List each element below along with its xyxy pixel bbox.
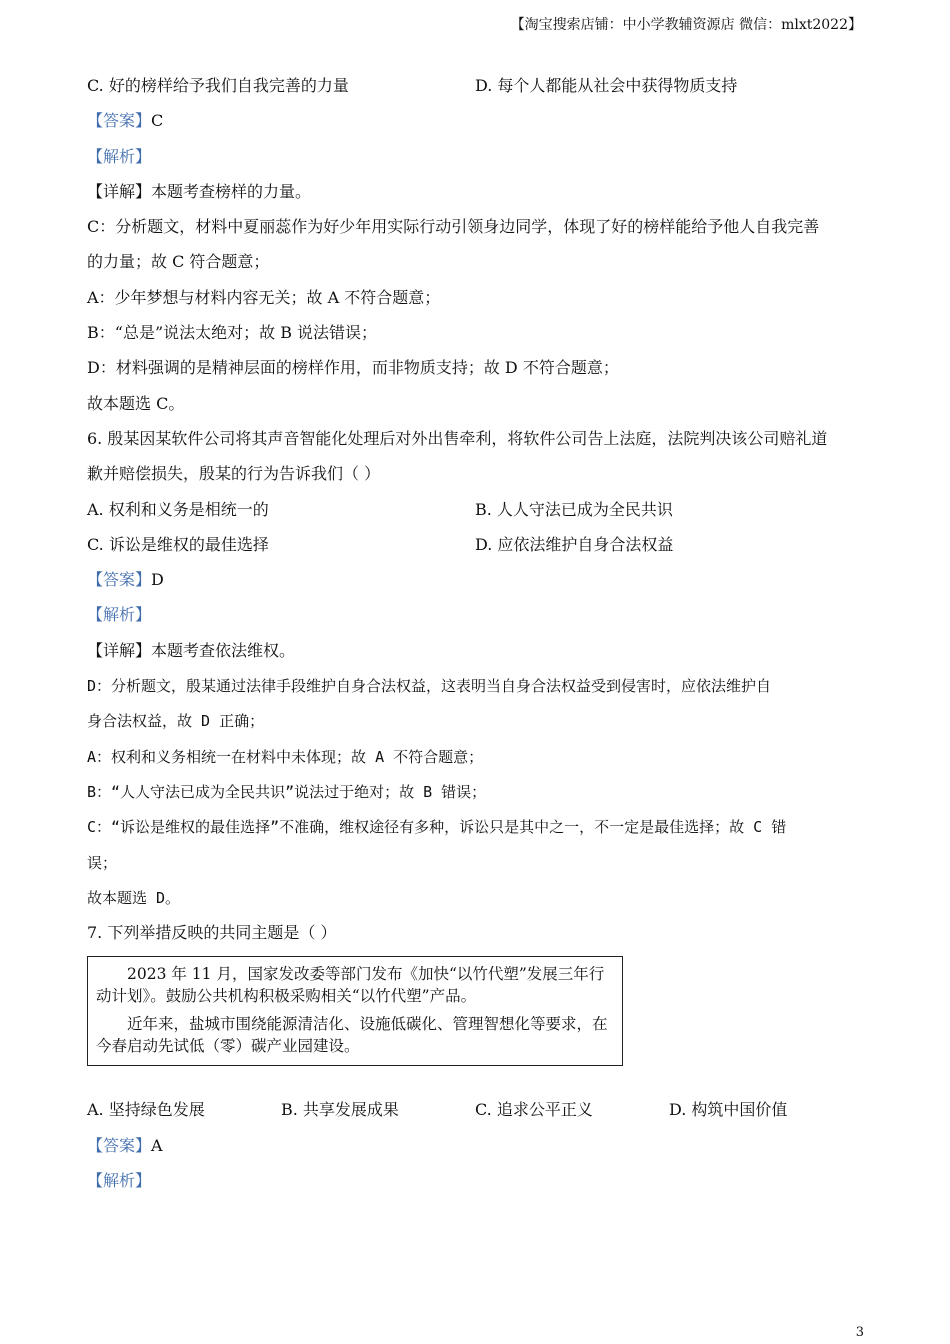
- q6-option-c: C. 诉讼是维权的最佳选择: [87, 534, 269, 554]
- answer-label: 【答案】: [87, 1135, 152, 1155]
- answer-value: D: [151, 570, 164, 590]
- q7-option-d: D. 构筑中国价值: [669, 1100, 788, 1120]
- q5-detail-line: 的力量；故 C 符合题意；: [87, 252, 270, 272]
- q7-stem: 7. 下列举措反映的共同主题是（ ）: [87, 923, 337, 943]
- q6-option-a: A. 权利和义务是相统一的: [87, 499, 269, 519]
- q5-detail-line: 故本题选 C。: [87, 393, 185, 413]
- q5-detail-line: D：材料强调的是精神层面的榜样作用，而非物质支持；故 D 不符合题意；: [87, 358, 619, 378]
- q6-detail-line: D：分析题文，殷某通过法律手段维护自身合法权益，这表明当自身合法权益受到侵害时，应依法维护自: [87, 677, 772, 696]
- q6-stem-line: 6. 殷某因某软件公司将其声音智能化处理后对外出售牵利，将软件公司告上法庭，法院判决该公司赔礼道: [87, 428, 828, 448]
- q6-option-d: D. 应依法维护自身合法权益: [475, 534, 674, 554]
- q5-option-c: C. 好的榜样给予我们自我完善的力量: [87, 76, 349, 95]
- q5-answer: [87, 107, 863, 142]
- q6-detail-intro: [87, 637, 863, 672]
- q6-detail-line: 故本题选 D。: [87, 888, 181, 907]
- answer-label: 【答案】: [87, 570, 152, 590]
- detail-text: 本题考查榜样的力量。: [151, 181, 312, 201]
- q6-detail-line: B：“人人守法已成为全民共识”说法过于绝对；故 B 错误；: [87, 782, 487, 801]
- answer-value: C: [151, 111, 164, 131]
- detail-text: 本题考查依法维权。: [151, 640, 296, 660]
- q6-stem-line: 歉并赔偿损失，殷某的行为告诉我们（ ）: [87, 464, 381, 484]
- answer-value: A: [151, 1135, 163, 1155]
- q7-answer: [87, 1132, 863, 1167]
- q5-detail-intro: [87, 178, 863, 213]
- page-number: 3: [855, 1325, 864, 1340]
- q5-detail-line: B：“总是”说法太绝对；故 B 说法错误；: [87, 323, 378, 343]
- q6-options-row: [87, 531, 863, 566]
- q6-analysis-label: 【解析】: [87, 605, 152, 625]
- q7-material-paragraph: 2023 年 11 月，国家发改委等部门发布《加快“以竹代塑”发展三年行动计划》。鼓励公共机构积极采购相关“以竹代塑”产品。: [96, 965, 605, 1006]
- q5-option-d: D. 每个人都能从社会中获得物质支持: [475, 76, 738, 95]
- q6-detail-line: A：权利和义务相统一在材料中未体现；故 A 不符合题意；: [87, 747, 484, 766]
- detail-label: 【详解】: [87, 640, 152, 660]
- q7-material-paragraph: 近年来，盐城市围绕能源清洁化、设施低碳化、管理智想化等要求，在今春启动先试低（零）碳产业园建设。: [96, 1015, 608, 1056]
- q6-options-row: [87, 496, 863, 531]
- q6-detail-line: C：“诉讼是维权的最佳选择”不准确，维权途径有多种，诉讼只是其中之一，不一定是最佳选择；故 C 错: [87, 818, 787, 837]
- answer-label: 【答案】: [87, 111, 152, 131]
- q6-answer: [87, 566, 863, 601]
- q5-options-row: [87, 72, 863, 107]
- q7-analysis-label: 【解析】: [87, 1171, 152, 1191]
- q7-option-a: A. 坚持绿色发展: [87, 1100, 205, 1120]
- q7-option-b: B. 共享发展成果: [281, 1100, 399, 1120]
- q6-detail-line: 误；: [87, 853, 118, 872]
- q7-options-row: [87, 1096, 863, 1131]
- detail-label: 【详解】: [87, 181, 152, 201]
- document-body: [87, 72, 863, 1202]
- q6-option-b: B. 人人守法已成为全民共识: [475, 499, 673, 519]
- q5-analysis-label: 【解析】: [87, 146, 152, 166]
- q5-detail-line: C：分析题文，材料中夏丽蕊作为好少年用实际行动引领身边同学，体现了好的榜样能给予他人自我完善: [87, 217, 820, 237]
- q7-option-c: C. 追求公平正义: [475, 1100, 593, 1120]
- q7-material-box: [87, 956, 623, 1066]
- q6-detail-line: 身合法权益，故 D 正确；: [87, 712, 265, 731]
- q5-detail-line: A：少年梦想与材料内容无关；故 A 不符合题意；: [87, 287, 441, 307]
- page-header: 【淘宝搜索店铺：中小学教辅资源店 微信：mlxt2022】: [510, 17, 862, 33]
